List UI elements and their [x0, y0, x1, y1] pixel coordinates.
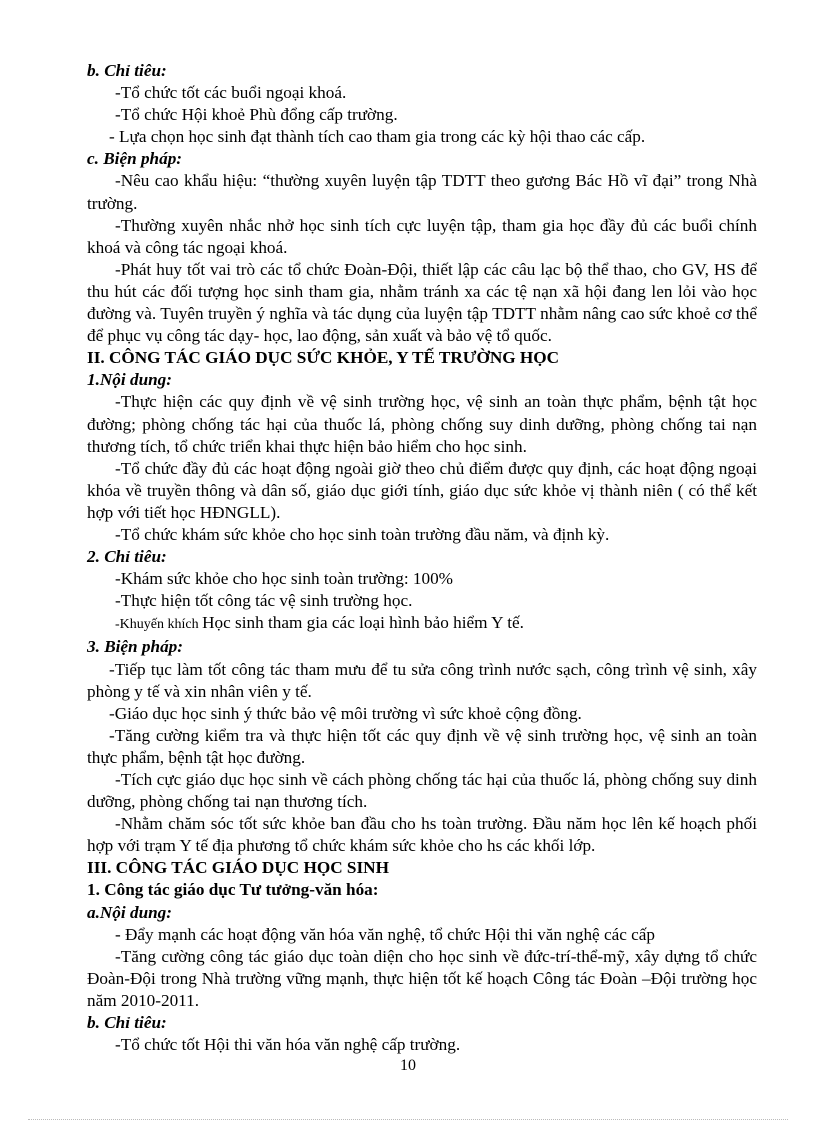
heading-c-bien-phap: c. Biện pháp: [87, 149, 183, 169]
paragraph: -Tổ chức tốt các buổi ngoại khoá. [115, 83, 347, 103]
paragraph: -Thực hiện tốt công tác vệ sinh trường học. [115, 591, 413, 611]
page-number: 10 [400, 1057, 416, 1074]
paragraph: -Tiếp tục làm tốt công tác tham mưu để tu sửa công trình nước sạch, công trình vệ sinh, xây phòng y tế và xin nhân viên y tế. [87, 659, 757, 701]
heading-b-chi-tieu: b. Chỉ tiêu: [87, 61, 167, 80]
paragraph: -Tổ chức đầy đủ các hoạt động ngoài giờ theo chủ điểm được quy định, các hoạt động ngoại khóa về truyền thông và dân số, giáo dục giới tính, giáo dục sức khỏe vị thành niên ( có thể kết hợp với tiết học HĐNGLL). [87, 458, 757, 522]
heading-noi-dung: 1.Nội dung: [87, 370, 172, 390]
document-body [87, 60, 757, 1056]
paragraph: - Lựa chọn học sinh đạt thành tích cao tham gia trong các kỳ hội thao các cấp. [109, 127, 646, 147]
paragraph: -Giáo dục học sinh ý thức bảo vệ môi trường vì sức khoẻ cộng đồng. [109, 703, 582, 723]
paragraph: -Tăng cường công tác giáo dục toàn diện cho học sinh về đức-trí-thể-mỹ, xây dựng tổ chức Đoàn-Đội trong Nhà trường vững mạnh, thực hiện tốt kế hoạch Công tác Đoàn –Đội trường học năm 2010-2011. [87, 946, 757, 1010]
heading-bien-phap-3: 3. Biện pháp: [87, 637, 183, 657]
paragraph-rest: Học sinh tham gia các loại hình bảo hiểm Y tế. [202, 613, 524, 633]
paragraph: -Tích cực giáo dục học sinh về cách phòng chống tác hại của thuốc lá, phòng chống suy dinh dưỡng, phòng chống tai nạn thương tích. [87, 770, 757, 812]
paragraph: - Đẩy mạnh các hoạt động văn hóa văn nghệ, tổ chức Hội thi văn nghệ các cấp [115, 924, 656, 944]
paragraph: -Phát huy tốt vai trò các tổ chức Đoàn-Đội, thiết lập các câu lạc bộ thể thao, cho GV, HS để thu hút các đối tượng học sinh tham gia, nhằm tránh xa các tệ nạn xã hội đang len lỏi vào học đường và. Tuyên truyền ý nghĩa và tác dụng của luyện tập TDTT nhằm nâng cao sức khoẻ cơ thể để phục vụ công tác dạy- học, lao động, sản xuất và bảo vệ tổ quốc. [87, 259, 757, 346]
heading-a-noi-dung: a.Nội dung: [87, 902, 172, 922]
paragraph: -Tổ chức Hội khoẻ Phù đổng cấp trường. [115, 105, 398, 125]
section-heading-iii: III. CÔNG TÁC GIÁO DỤC HỌC SINH [87, 858, 389, 878]
paragraph: -Tổ chức tốt Hội thi văn hóa văn nghệ cấp trường. [115, 1035, 461, 1055]
subsection-heading: 1. Công tác giáo dục Tư tưởng-văn hóa: [87, 880, 379, 900]
heading-chi-tieu-2: 2. Chỉ tiêu: [87, 547, 167, 567]
paragraph: -Nêu cao khẩu hiệu: “thường xuyên luyện tập TDTT theo gương Bác Hồ vĩ đại” trong Nhà trường. [87, 171, 757, 213]
section-heading-ii: II. CÔNG TÁC GIÁO DỤC SỨC KHỎE, Y TẾ TRƯỜNG HỌC [87, 348, 560, 368]
page-bottom-divider [28, 1119, 788, 1120]
heading-b-chi-tieu-2: b. Chỉ tiêu: [87, 1013, 167, 1033]
paragraph: -Tăng cường kiểm tra và thực hiện tốt các quy định về vệ sinh trường học, vệ sinh an toàn thực phẩm, bệnh tật học đường. [87, 725, 757, 767]
paragraph-prefix: -Khuyến khích [115, 617, 203, 633]
paragraph: -Nhằm chăm sóc tốt sức khỏe ban đầu cho hs toàn trường. Đầu năm học lên kế hoạch phối hợp với trạm Y tế địa phương tổ chức khám sức khỏe cho hs các khối lớp. [87, 814, 757, 856]
paragraph: -Thực hiện các quy định về vệ sinh trường học, vệ sinh an toàn thực phẩm, bệnh tật học đường; phòng chống tác hại của thuốc lá, phòng chống suy dinh dưỡng, phòng chống tai nạn thương tích, tổ chức triển khai thực hiện bảo hiểm cho học sinh. [87, 392, 757, 456]
paragraph: -Thường xuyên nhắc nhở học sinh tích cực luyện tập, tham gia học đầy đủ các buổi chính khoá và công tác ngoại khoá. [87, 215, 757, 257]
paragraph: -Tổ chức khám sức khỏe cho học sinh toàn trường đầu năm, và định kỳ. [115, 524, 610, 544]
paragraph: -Khám sức khỏe cho học sinh toàn trường: 100% [115, 569, 453, 589]
paragraph [87, 612, 757, 636]
